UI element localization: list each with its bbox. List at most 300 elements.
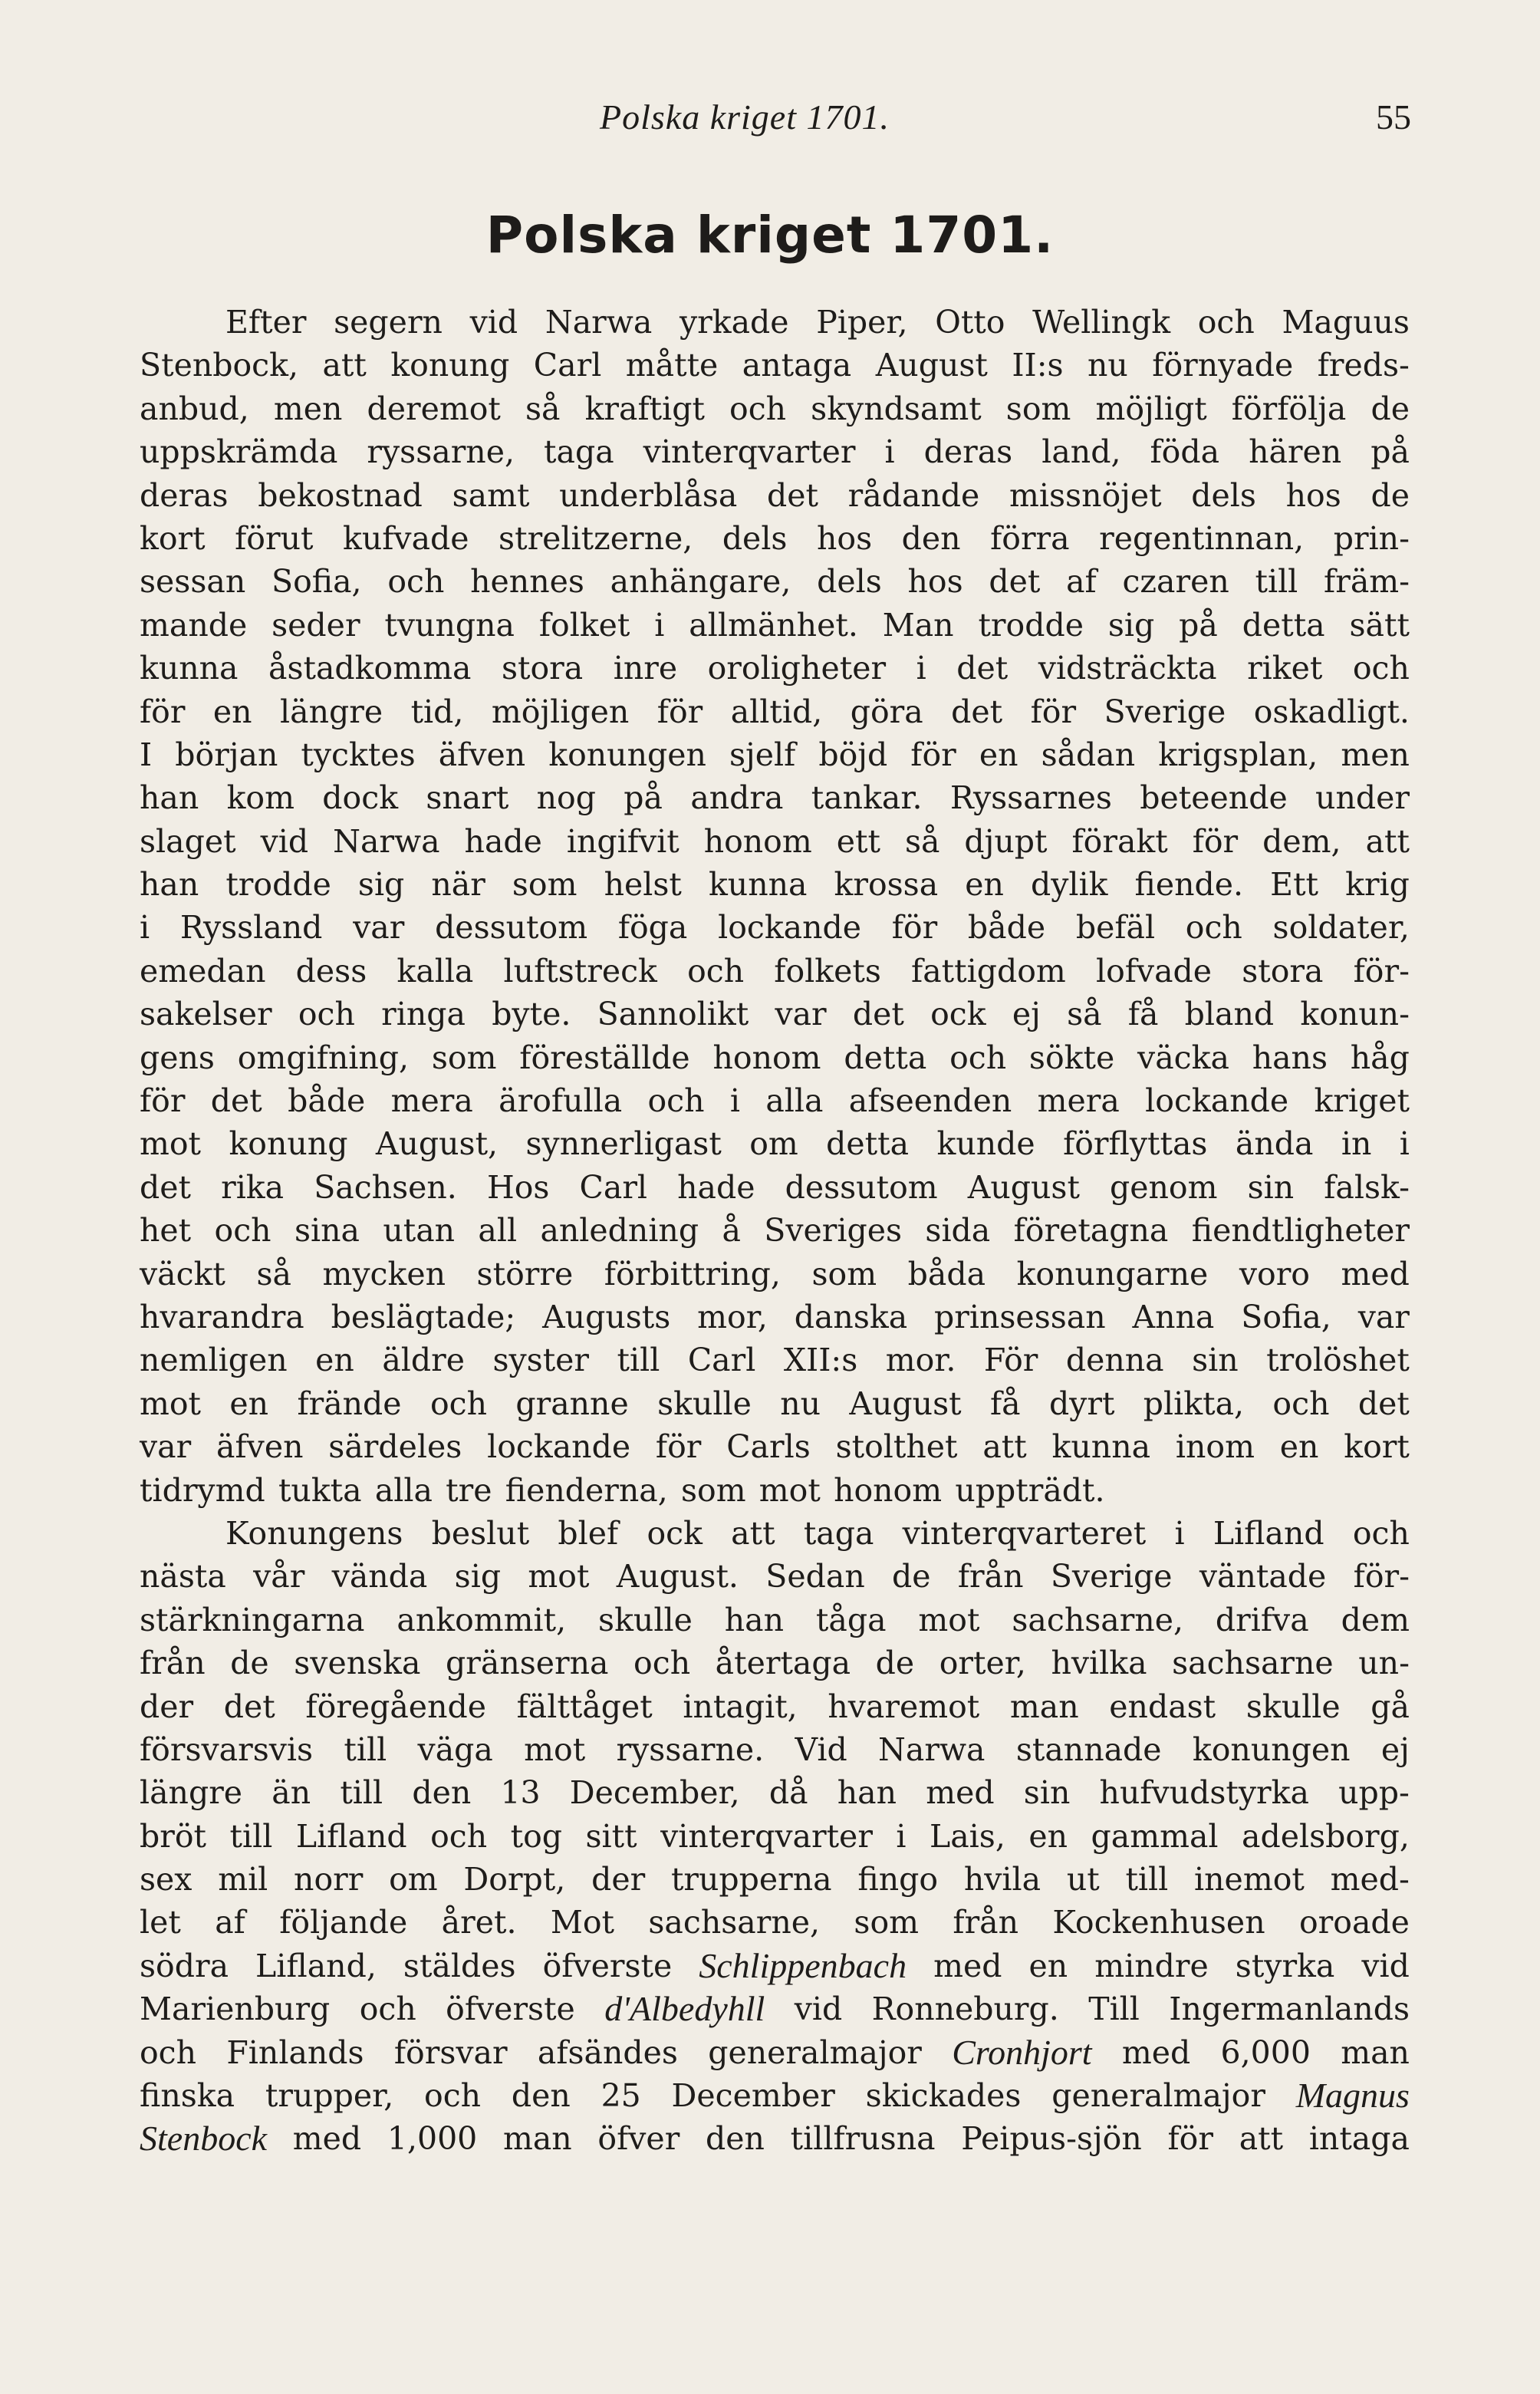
word: Carl bbox=[533, 347, 602, 384]
text-line bbox=[140, 1339, 1410, 1381]
word: deras bbox=[923, 433, 1013, 471]
word: strelitzerne, bbox=[499, 519, 693, 557]
word: allmänhet. bbox=[689, 606, 858, 644]
word: d'Albedyhll bbox=[604, 1989, 765, 2029]
word: hos bbox=[1285, 476, 1341, 514]
word: dem bbox=[1341, 1601, 1410, 1638]
word: som bbox=[811, 1255, 877, 1292]
word: in bbox=[1341, 1125, 1372, 1163]
word: ryssarne, bbox=[367, 433, 515, 471]
word: Sverige bbox=[1050, 1558, 1173, 1595]
word: båda bbox=[907, 1255, 986, 1292]
word: krigsplan, bbox=[1158, 736, 1318, 773]
word: uppträdt. bbox=[955, 1471, 1105, 1509]
text-line bbox=[140, 1599, 1410, 1642]
word: från bbox=[957, 1558, 1024, 1595]
word: dylik bbox=[1030, 866, 1108, 904]
word: Man bbox=[882, 606, 954, 644]
word: återtaga bbox=[715, 1645, 851, 1682]
word: stora bbox=[501, 650, 584, 687]
word: och bbox=[298, 996, 355, 1033]
word: de bbox=[230, 1645, 269, 1682]
word: konung bbox=[390, 347, 510, 384]
word: äfven bbox=[216, 1428, 304, 1466]
word: land, bbox=[1041, 433, 1121, 471]
word: mera bbox=[390, 1082, 473, 1120]
word: den bbox=[412, 1774, 472, 1812]
word: förra bbox=[990, 519, 1070, 557]
word: försvar bbox=[393, 2033, 508, 2071]
word: det bbox=[989, 563, 1041, 601]
word: för bbox=[655, 1428, 702, 1466]
word: gens bbox=[140, 1039, 215, 1076]
word: krig bbox=[1345, 866, 1410, 904]
word: vår bbox=[253, 1558, 305, 1595]
word: Ett bbox=[1270, 866, 1319, 904]
word: med bbox=[1341, 1255, 1410, 1292]
word: både bbox=[288, 1082, 366, 1120]
text-line bbox=[140, 1122, 1410, 1165]
word: denna bbox=[1065, 1342, 1164, 1379]
word: stora bbox=[1242, 952, 1324, 990]
word: och bbox=[949, 1039, 1007, 1076]
word: alla bbox=[374, 1471, 433, 1509]
word: hennes bbox=[470, 563, 584, 601]
word: tidrymd bbox=[140, 1471, 265, 1509]
text-line bbox=[140, 1512, 1410, 1555]
text-line bbox=[140, 690, 1410, 733]
word: och bbox=[430, 1817, 488, 1855]
word: dessutom bbox=[785, 1168, 938, 1206]
word: var bbox=[1357, 1298, 1410, 1335]
word: gå bbox=[1371, 1688, 1410, 1725]
word: med bbox=[292, 2120, 362, 2158]
word: de bbox=[892, 1558, 931, 1595]
word: sig bbox=[454, 1558, 502, 1595]
word: att bbox=[1239, 2120, 1284, 2158]
word: oroligheter bbox=[707, 650, 887, 687]
word: året. bbox=[441, 1904, 517, 1941]
word: utan bbox=[383, 1212, 456, 1250]
word: och bbox=[647, 1082, 705, 1120]
word: helst bbox=[604, 866, 682, 904]
word: vinterqvarter bbox=[660, 1817, 873, 1855]
word: August bbox=[875, 347, 988, 384]
word: mande bbox=[140, 606, 248, 644]
word: alltid, bbox=[730, 693, 823, 730]
word: kort bbox=[140, 519, 206, 557]
word: från bbox=[140, 1645, 206, 1682]
word: ej bbox=[1012, 996, 1041, 1033]
word: och bbox=[729, 390, 787, 427]
word: generalmajor bbox=[1051, 2077, 1265, 2115]
word: han bbox=[837, 1774, 897, 1812]
text-line bbox=[140, 1771, 1410, 1814]
word: mot bbox=[140, 1125, 202, 1163]
text-line bbox=[140, 1945, 1410, 1987]
text-line bbox=[140, 517, 1410, 560]
word: missnöjet bbox=[1009, 476, 1162, 514]
word: bland bbox=[1184, 996, 1275, 1033]
word: dock bbox=[322, 779, 399, 817]
word: der bbox=[591, 1861, 646, 1898]
word: skulle bbox=[598, 1601, 693, 1638]
word: Finlands bbox=[226, 2033, 364, 2071]
word: på bbox=[1179, 606, 1218, 644]
word: sessan bbox=[140, 563, 246, 601]
word: rika bbox=[221, 1168, 285, 1206]
word: trodde bbox=[225, 866, 331, 904]
word: intagit, bbox=[683, 1688, 798, 1725]
word: nemligen bbox=[140, 1342, 288, 1379]
word: förbittring, bbox=[604, 1255, 781, 1292]
word: Schlippenbach bbox=[699, 1945, 907, 1985]
text-line bbox=[140, 2074, 1410, 2117]
text-line bbox=[140, 906, 1410, 949]
word: Sannolikt bbox=[597, 996, 749, 1033]
word: till bbox=[1125, 1861, 1169, 1898]
text-line bbox=[140, 301, 1410, 344]
word: stärkningarna bbox=[140, 1601, 365, 1638]
word: hufvudstyrka bbox=[1099, 1774, 1309, 1812]
word: detta bbox=[1242, 606, 1325, 644]
word: styrka bbox=[1235, 1947, 1335, 1984]
word: det bbox=[951, 693, 1003, 730]
word: syster bbox=[492, 1342, 590, 1379]
word: för bbox=[140, 1082, 186, 1120]
word: alla bbox=[765, 1082, 824, 1120]
word: Sofia, bbox=[271, 563, 362, 601]
word: inre bbox=[613, 650, 678, 687]
word: sina bbox=[294, 1212, 360, 1250]
word: vid bbox=[1361, 1947, 1410, 1984]
word: bekostnad bbox=[258, 476, 423, 514]
text-line bbox=[140, 993, 1410, 1036]
word: granne bbox=[515, 1385, 629, 1422]
word: var bbox=[775, 996, 827, 1033]
word: dem, bbox=[1262, 822, 1341, 860]
word: Stenbock, bbox=[140, 347, 299, 384]
word: kriget bbox=[1314, 1082, 1410, 1120]
word: man bbox=[1009, 1688, 1079, 1725]
word: som bbox=[680, 1471, 746, 1509]
word: vinterqvarteret bbox=[902, 1514, 1147, 1552]
text-line bbox=[140, 863, 1410, 906]
word: beslut bbox=[431, 1514, 530, 1552]
word: tankar. bbox=[811, 779, 923, 817]
word: kufvade bbox=[342, 519, 469, 557]
word: hvilka bbox=[1051, 1645, 1147, 1682]
word: nu bbox=[780, 1385, 821, 1422]
word: dels bbox=[722, 519, 788, 557]
word: i bbox=[884, 433, 895, 471]
word: kunna bbox=[708, 866, 808, 904]
word: intaga bbox=[1308, 2120, 1410, 2158]
word: 13 bbox=[500, 1774, 541, 1812]
word: mor. bbox=[885, 1342, 956, 1379]
word: dels bbox=[817, 563, 882, 601]
word: längre bbox=[280, 693, 383, 730]
chapter-title: Polska kriget 1701. bbox=[485, 206, 1055, 265]
word: August. bbox=[616, 1558, 739, 1595]
word: sida bbox=[925, 1212, 991, 1250]
word: på bbox=[1371, 433, 1410, 471]
word: som bbox=[431, 1039, 497, 1076]
word: när bbox=[431, 866, 485, 904]
text-line bbox=[140, 430, 1410, 473]
text-line bbox=[140, 1728, 1410, 1771]
word: nog bbox=[536, 779, 596, 817]
word: uppskrämda bbox=[140, 433, 338, 471]
word: till bbox=[344, 1730, 387, 1768]
word: mindre bbox=[1094, 1947, 1209, 1984]
word: trodde bbox=[978, 606, 1084, 644]
word: än bbox=[271, 1774, 311, 1812]
word: genom bbox=[1110, 1168, 1218, 1206]
text-line bbox=[140, 1382, 1410, 1425]
word: de bbox=[875, 1645, 915, 1682]
word: för bbox=[1167, 2120, 1213, 2158]
word: från bbox=[953, 1904, 1019, 1941]
word: drifva bbox=[1215, 1601, 1309, 1638]
word: i bbox=[896, 1817, 907, 1855]
word: tåga bbox=[815, 1601, 887, 1638]
word: och bbox=[424, 2077, 482, 2115]
word: fienderna, bbox=[505, 1471, 668, 1509]
text-line bbox=[140, 604, 1410, 647]
word: ock bbox=[647, 1514, 703, 1552]
word: dels bbox=[1191, 476, 1256, 514]
word: Narwa bbox=[333, 822, 440, 860]
word: sachsarne, bbox=[1012, 1601, 1184, 1638]
word: Piper, bbox=[816, 304, 908, 341]
word: deremot bbox=[367, 390, 501, 427]
text-line bbox=[140, 1166, 1410, 1209]
word: att bbox=[731, 1514, 775, 1552]
text-line bbox=[140, 733, 1410, 776]
word: det bbox=[956, 650, 1009, 687]
word: föregående bbox=[305, 1688, 486, 1725]
word: större bbox=[476, 1255, 574, 1292]
word: Lais, bbox=[930, 1817, 1005, 1855]
word: honom bbox=[712, 1039, 821, 1076]
word: Mot bbox=[550, 1904, 615, 1941]
word: göra bbox=[850, 693, 923, 730]
word: Till bbox=[1088, 1991, 1140, 2028]
word: Stenbock bbox=[140, 2119, 268, 2159]
word: folket bbox=[538, 606, 630, 644]
word: så bbox=[256, 1255, 291, 1292]
word: med bbox=[926, 1774, 995, 1812]
word: det bbox=[852, 996, 904, 1033]
word: seder bbox=[271, 606, 360, 644]
word: Magnus bbox=[1295, 2076, 1410, 2116]
word: hos bbox=[817, 519, 873, 557]
word: beslägtade; bbox=[331, 1298, 516, 1335]
word: det bbox=[210, 1082, 262, 1120]
word: anhängare, bbox=[610, 563, 791, 601]
word: I bbox=[140, 736, 153, 773]
word: hade bbox=[464, 822, 542, 860]
word: honom bbox=[703, 822, 812, 860]
word: som bbox=[854, 1904, 920, 1941]
word: det bbox=[223, 1688, 275, 1725]
text-line bbox=[140, 1858, 1410, 1901]
word: och bbox=[633, 1645, 691, 1682]
word: det bbox=[140, 1168, 191, 1206]
word: underblåsa bbox=[559, 476, 738, 514]
word: II:s bbox=[1012, 347, 1064, 384]
word: för- bbox=[1353, 1558, 1410, 1595]
word: deras bbox=[140, 476, 229, 514]
word: orter, bbox=[939, 1645, 1026, 1682]
word: XII:s bbox=[783, 1342, 858, 1379]
word: Sofia, bbox=[1241, 1298, 1331, 1335]
word: byte. bbox=[492, 996, 571, 1033]
word: August bbox=[849, 1385, 962, 1422]
word: början bbox=[175, 736, 278, 773]
word: skyndsamt bbox=[811, 390, 982, 427]
word: sjelf bbox=[729, 736, 796, 773]
word: Anna bbox=[1132, 1298, 1215, 1335]
word: Lifland bbox=[295, 1817, 407, 1855]
word: yrkade bbox=[679, 304, 789, 341]
word: taga bbox=[803, 1514, 874, 1552]
word: finska bbox=[140, 2077, 235, 2115]
word: tog bbox=[510, 1817, 563, 1855]
word: gränserna bbox=[446, 1645, 609, 1682]
word: få bbox=[1127, 996, 1159, 1033]
word: en bbox=[965, 866, 1004, 904]
word: fälttåget bbox=[516, 1688, 653, 1725]
word: väckt bbox=[140, 1255, 225, 1292]
word: till bbox=[340, 1774, 383, 1812]
word: och bbox=[1352, 1514, 1410, 1552]
word: hos bbox=[907, 563, 963, 601]
text-line bbox=[140, 1253, 1410, 1296]
word: öfverste bbox=[542, 1947, 673, 1984]
word: Sedan bbox=[765, 1558, 865, 1595]
word: böjd bbox=[818, 736, 888, 773]
word: en bbox=[1028, 1817, 1068, 1855]
word: fingo bbox=[857, 1861, 939, 1898]
word: fattigdom bbox=[911, 952, 1066, 990]
word: kort bbox=[1344, 1428, 1410, 1466]
word: norr bbox=[294, 1861, 364, 1898]
word: Sachsen. bbox=[314, 1168, 457, 1206]
word: i bbox=[654, 606, 665, 644]
word: trupperna bbox=[670, 1861, 832, 1898]
word: Ingermanlands bbox=[1169, 1991, 1410, 2028]
word: han bbox=[140, 866, 199, 904]
word: ut bbox=[1066, 1861, 1100, 1898]
word: och bbox=[140, 2033, 197, 2071]
word: falsk- bbox=[1324, 1168, 1410, 1206]
text-line bbox=[140, 1296, 1410, 1339]
word: som bbox=[512, 866, 578, 904]
word: luftstreck bbox=[503, 952, 657, 990]
word: dess bbox=[295, 952, 367, 990]
word: un- bbox=[1358, 1645, 1410, 1682]
running-head: Polska kriget 1701. bbox=[600, 97, 890, 137]
word: soldater, bbox=[1272, 909, 1410, 947]
word: om bbox=[389, 1861, 438, 1898]
word: gammal bbox=[1091, 1817, 1219, 1855]
word: och bbox=[1352, 650, 1410, 687]
word: dessutom bbox=[435, 909, 588, 947]
word: lockande bbox=[718, 909, 862, 947]
word: sin bbox=[1192, 1342, 1239, 1379]
word: 1,000 bbox=[387, 2120, 478, 2158]
word: let bbox=[140, 1904, 181, 1941]
word: öfver bbox=[597, 2120, 680, 2158]
word: ock bbox=[930, 996, 986, 1033]
word: ankommit, bbox=[397, 1601, 567, 1638]
word: Sveriges bbox=[764, 1212, 903, 1250]
word: en bbox=[979, 736, 1018, 773]
word: sachsarne, bbox=[648, 1904, 821, 1941]
word: med bbox=[1121, 2033, 1191, 2071]
word: väga bbox=[417, 1730, 493, 1768]
word: befäl bbox=[1075, 909, 1156, 947]
word: tukta bbox=[278, 1471, 362, 1509]
word: regentinnan, bbox=[1099, 519, 1305, 557]
word: prin- bbox=[1333, 519, 1410, 557]
word: att bbox=[1365, 822, 1410, 860]
word: Carl bbox=[687, 1342, 756, 1379]
word: afsändes bbox=[537, 2033, 678, 2071]
word: företagna bbox=[1013, 1212, 1169, 1250]
word: fiende. bbox=[1134, 866, 1244, 904]
text-line bbox=[140, 2031, 1410, 2074]
word: prinsessan bbox=[934, 1298, 1106, 1335]
word: under bbox=[1315, 779, 1410, 817]
word: nästa bbox=[140, 1558, 226, 1595]
word: endast bbox=[1109, 1688, 1216, 1725]
word: rådande bbox=[847, 476, 980, 514]
word: särdeles bbox=[328, 1428, 462, 1466]
text-line bbox=[140, 1036, 1410, 1079]
word: Ronneburg. bbox=[871, 1991, 1059, 2028]
word: på bbox=[624, 779, 663, 817]
word: Konungens bbox=[225, 1514, 403, 1552]
word: snart bbox=[426, 779, 509, 817]
word: ingifvit bbox=[566, 822, 680, 860]
word: håg bbox=[1350, 1039, 1410, 1076]
word: konungen bbox=[1192, 1730, 1351, 1768]
text-line bbox=[140, 1209, 1410, 1252]
word: all bbox=[478, 1212, 518, 1250]
word: fiendtligheter bbox=[1191, 1212, 1410, 1250]
text-line bbox=[140, 1642, 1410, 1684]
word: om bbox=[749, 1125, 798, 1163]
word: December, bbox=[569, 1774, 740, 1812]
word: och bbox=[1272, 1385, 1330, 1422]
word: få bbox=[989, 1385, 1021, 1422]
word: de bbox=[1371, 476, 1410, 514]
word: att bbox=[322, 347, 367, 384]
word: mil bbox=[218, 1861, 268, 1898]
word: folkets bbox=[774, 952, 881, 990]
word: men bbox=[273, 390, 343, 427]
word: sig bbox=[1107, 606, 1155, 644]
word: skickades bbox=[865, 2077, 1022, 2115]
word: så bbox=[904, 822, 940, 860]
word: och bbox=[1185, 909, 1242, 947]
word: tvungna bbox=[384, 606, 515, 644]
word: med- bbox=[1330, 1861, 1410, 1898]
word: så bbox=[1067, 996, 1102, 1033]
